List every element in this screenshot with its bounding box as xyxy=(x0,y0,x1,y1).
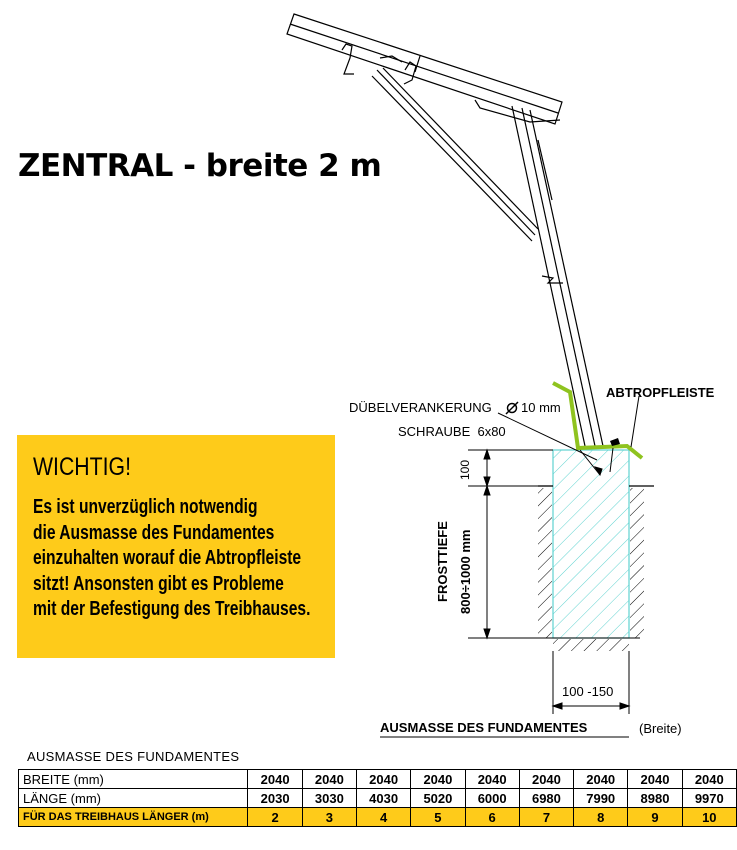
table-cell: 9970 xyxy=(682,789,736,808)
warning-heading: WICHTIG! xyxy=(33,453,131,481)
row-label: BREITE (mm) xyxy=(19,770,248,789)
table-cell: 2040 xyxy=(519,770,573,789)
table-title: AUSMASSE DES FUNDAMENTES xyxy=(27,749,240,764)
table-cell: 7990 xyxy=(574,789,628,808)
table-cell: 2 xyxy=(248,808,302,827)
warning-box xyxy=(17,435,335,658)
table-cell: 2040 xyxy=(357,770,411,789)
table-cell: 5 xyxy=(411,808,465,827)
table-row-breite xyxy=(19,770,737,789)
table-cell: 8980 xyxy=(628,789,682,808)
table-cell: 6 xyxy=(465,808,519,827)
table-cell: 2040 xyxy=(411,770,465,789)
row-label: FÜR DAS TREIBHAUS LÄNGER (m) xyxy=(19,808,248,827)
table-cell: 2040 xyxy=(628,770,682,789)
table-cell: 8 xyxy=(574,808,628,827)
row-label: LÄNGE (mm) xyxy=(19,789,248,808)
table-cell: 2040 xyxy=(248,770,302,789)
table-cell: 6000 xyxy=(465,789,519,808)
table-cell: 3 xyxy=(302,808,356,827)
table-cell: 4030 xyxy=(357,789,411,808)
warning-line: mit der Befestigung des Treibhauses. xyxy=(33,598,311,620)
label-ausmasse-fundamentes: AUSMASSE DES FUNDAMENTES xyxy=(380,720,588,735)
table-row-laenge xyxy=(19,789,737,808)
table-cell: 9 xyxy=(628,808,682,827)
table-cell: 2040 xyxy=(465,770,519,789)
warning-line: Es ist unverzüglich notwendig xyxy=(33,496,258,518)
side-post xyxy=(512,106,603,446)
label-breite: (Breite) xyxy=(639,721,682,736)
label-duebel-size: 10 mm xyxy=(521,400,561,415)
diameter-symbol-icon xyxy=(506,402,518,414)
foundation-block xyxy=(553,450,629,638)
table-row-greenhouse-length xyxy=(19,808,737,827)
foundation-dimensions-table xyxy=(18,769,737,827)
table-cell: 2040 xyxy=(302,770,356,789)
table-cell: 7 xyxy=(519,808,573,827)
label-duebelverankerung: DÜBELVERANKERUNG xyxy=(349,400,492,415)
label-schraube: SCHRAUBE 6x80 xyxy=(398,424,506,439)
warning-line: die Ausmasse des Fundamentes xyxy=(33,521,275,544)
table-cell: 2030 xyxy=(248,789,302,808)
warning-line: sitzt! Ansonsten gibt es Probleme xyxy=(33,572,284,595)
table-cell: 4 xyxy=(357,808,411,827)
table-cell: 10 xyxy=(682,808,736,827)
table-cell: 2040 xyxy=(682,770,736,789)
label-width-range: 100 -150 xyxy=(562,684,614,699)
roof-rafter xyxy=(287,14,562,124)
table-cell: 5020 xyxy=(411,789,465,808)
label-abtropfleiste: ABTROPFLEISTE xyxy=(606,385,715,400)
label-frosttiefe: FROSTTIEFE xyxy=(435,521,450,602)
label-100: 100 xyxy=(458,459,472,480)
table-cell: 2040 xyxy=(574,770,628,789)
warning-text xyxy=(33,495,311,623)
label-depth-range: 800÷1000 mm xyxy=(458,529,473,614)
table-cell: 6980 xyxy=(519,789,573,808)
warning-line: einzuhalten worauf die Abtropfleiste xyxy=(33,547,302,569)
page-title: ZENTRAL - breite 2 m xyxy=(18,148,382,184)
table-cell: 3030 xyxy=(302,789,356,808)
